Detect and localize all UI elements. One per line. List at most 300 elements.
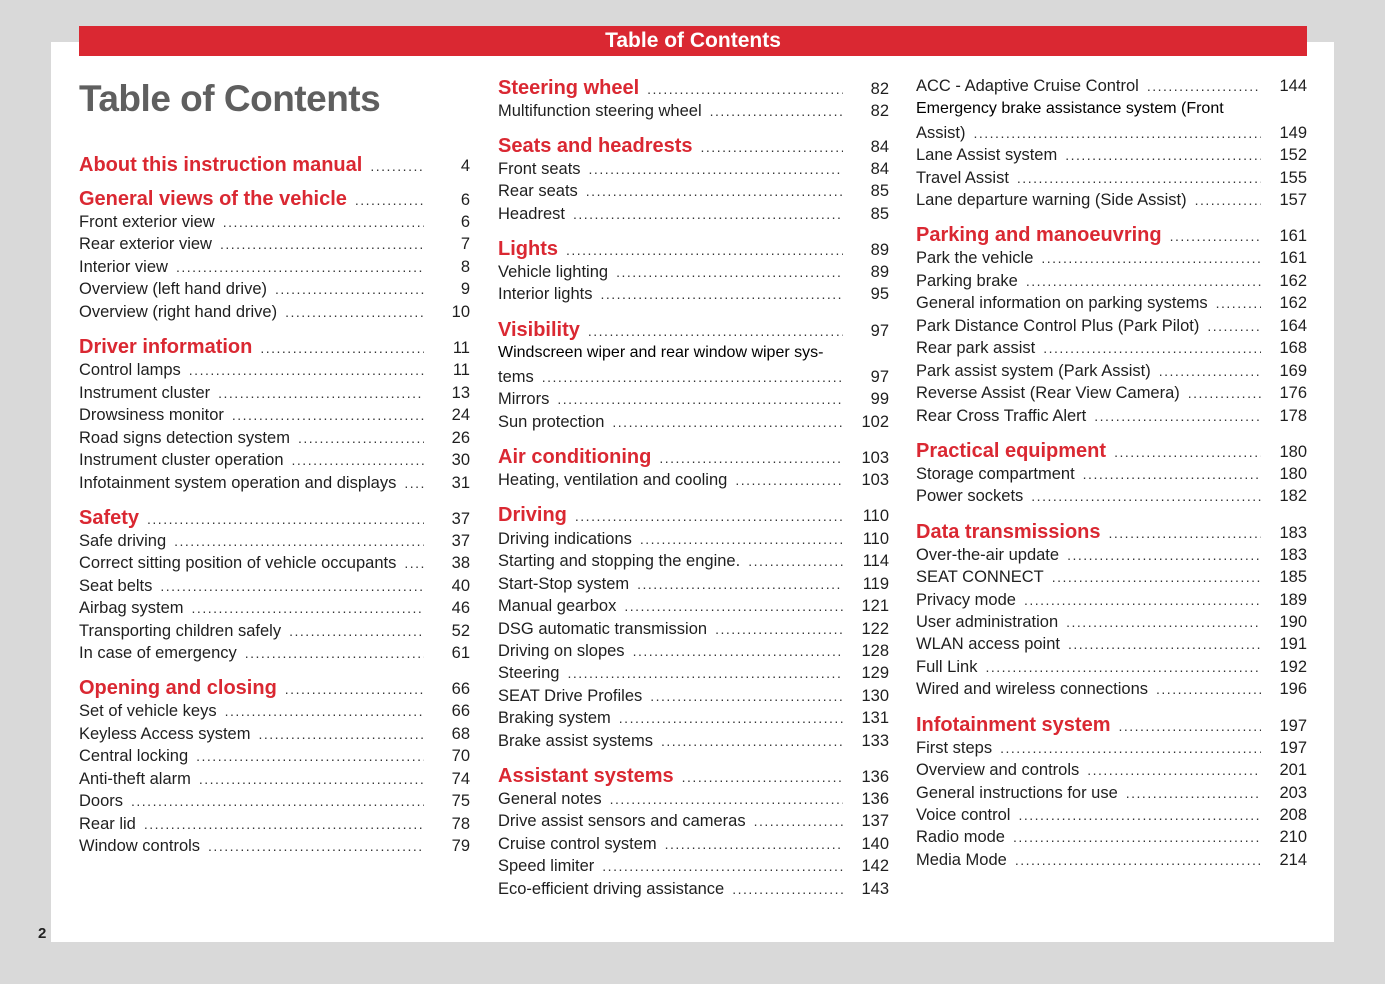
toc-entry[interactable] [79, 815, 470, 834]
toc-entry[interactable] [916, 739, 1307, 758]
toc-page-number: 191 [1279, 635, 1307, 653]
toc-entry-title: Headrest [498, 205, 565, 223]
toc-entry[interactable] [916, 272, 1307, 291]
dot-leader [1066, 614, 1261, 630]
toc-entry[interactable] [916, 635, 1307, 654]
dot-leader [650, 688, 843, 704]
toc-page-number: 84 [870, 138, 889, 156]
toc-page-number: 197 [1279, 739, 1307, 757]
toc-section[interactable] [79, 677, 470, 700]
toc-entry-title: In case of emergency [79, 644, 237, 662]
toc-page-number: 110 [862, 507, 889, 525]
toc-entry[interactable] [916, 362, 1307, 381]
toc-entry-title: Parking and manoeuvring [916, 224, 1162, 246]
toc-entry[interactable] [498, 687, 889, 706]
toc-page-number: 82 [870, 80, 889, 98]
toc-entry-title: Interior lights [498, 285, 593, 303]
toc-entry[interactable] [916, 384, 1307, 403]
dot-leader [404, 475, 424, 491]
toc-section[interactable] [916, 521, 1307, 544]
toc-entry-title: Sun protection [498, 413, 605, 431]
toc-page-number: 152 [1279, 146, 1307, 164]
toc-entry[interactable] [498, 709, 889, 728]
toc-page-number: 79 [451, 837, 470, 855]
toc-entry[interactable] [79, 451, 470, 470]
dot-leader [715, 621, 843, 637]
toc-page-number: 30 [451, 451, 470, 469]
dot-leader [131, 793, 424, 809]
dot-leader [589, 161, 843, 177]
dot-leader [661, 733, 843, 749]
toc-entry[interactable] [916, 339, 1307, 358]
toc-entry[interactable] [498, 263, 889, 282]
dot-leader [1126, 785, 1261, 801]
toc-page-number: 133 [861, 732, 889, 750]
toc-entry-title: Assist) [916, 124, 966, 142]
dot-leader [1026, 273, 1261, 289]
toc-page-number: 136 [861, 790, 889, 808]
toc-page-number: 155 [1279, 169, 1307, 187]
toc-entry-title: Braking system [498, 709, 611, 727]
toc-entry[interactable] [498, 732, 889, 751]
dot-leader [192, 600, 424, 616]
toc-entry[interactable] [916, 191, 1307, 210]
toc-entry-title: Anti-theft alarm [79, 770, 191, 788]
toc-entry[interactable] [498, 471, 889, 490]
toc-entry[interactable] [916, 487, 1307, 506]
toc-entry[interactable] [79, 406, 470, 425]
toc-entry[interactable] [79, 792, 470, 811]
toc-entry[interactable] [916, 680, 1307, 699]
toc-page-number: 99 [870, 390, 889, 408]
toc-entry-title: DSG automatic transmission [498, 620, 708, 638]
dot-leader [647, 81, 843, 97]
toc-page-number: 169 [1279, 362, 1307, 380]
toc-page-number: 190 [1279, 613, 1307, 631]
toc-page-number: 131 [861, 709, 889, 727]
toc-page-number: 144 [1279, 77, 1307, 95]
toc-entry-title: Overview (right hand drive) [79, 303, 278, 321]
toc-entry[interactable] [498, 812, 889, 831]
toc-entry-title: General notes [498, 790, 602, 808]
toc-entry[interactable] [79, 474, 470, 493]
toc-entry-title: First steps [916, 739, 993, 757]
toc-page-number: 78 [451, 815, 470, 833]
dot-leader [754, 813, 843, 829]
toc-page-number: 85 [870, 205, 889, 223]
toc-entry-title: Starting and stopping the engine. [498, 552, 741, 570]
toc-entry-title: ACC - Adaptive Cruise Control [916, 77, 1139, 95]
toc-page-number: 37 [451, 510, 470, 528]
toc-page-number: 66 [451, 702, 470, 720]
toc-page-number: 128 [861, 642, 889, 660]
toc-entry[interactable] [79, 554, 470, 573]
toc-page-number: 164 [1279, 317, 1307, 335]
toc-entry-title: General instructions for use [916, 784, 1118, 802]
toc-entry-title: Wired and wireless connections [916, 680, 1149, 698]
dot-leader [258, 726, 424, 742]
toc-page-number: 129 [861, 664, 889, 682]
toc-page-number: 208 [1279, 806, 1307, 824]
toc-page-number: 119 [862, 575, 889, 593]
toc-page-number: 89 [870, 263, 889, 281]
toc-page-number: 74 [451, 770, 470, 788]
toc-page-number: 8 [460, 258, 470, 276]
toc-section[interactable] [498, 446, 889, 469]
toc-section[interactable] [498, 77, 889, 100]
toc-page-number: 13 [451, 384, 470, 402]
toc-entry-title: Storage compartment [916, 465, 1075, 483]
dot-leader [1013, 829, 1261, 845]
toc-entry-title: About this instruction manual [79, 154, 363, 176]
toc-section[interactable] [79, 188, 470, 211]
toc-entry[interactable] [498, 597, 889, 616]
toc-entry-title: Data transmissions [916, 521, 1101, 543]
dot-leader [225, 703, 424, 719]
toc-page-number: 161 [1279, 227, 1307, 245]
toc-entry[interactable] [916, 761, 1307, 780]
toc-section[interactable] [498, 504, 889, 527]
dot-leader [1118, 718, 1261, 734]
dot-leader [1043, 340, 1261, 356]
toc-entry[interactable] [79, 384, 470, 403]
dot-leader [735, 472, 843, 488]
dot-leader [144, 816, 424, 832]
dot-leader [176, 259, 424, 275]
toc-entry[interactable] [79, 622, 470, 641]
toc-entry-title: Instrument cluster [79, 384, 211, 402]
toc-page-number: 196 [1279, 680, 1307, 698]
toc-page-number: 214 [1279, 851, 1307, 869]
toc-page-number: 6 [460, 191, 470, 209]
toc-section[interactable] [79, 154, 470, 177]
toc-entry[interactable] [916, 169, 1307, 188]
toc-entry[interactable] [498, 552, 889, 571]
toc-page-number: 103 [861, 449, 889, 467]
toc-entry-title: Park assist system (Park Assist) [916, 362, 1151, 380]
toc-entry[interactable] [79, 280, 470, 299]
toc-entry-title: Over-the-air update [916, 546, 1060, 564]
toc-entry[interactable] [498, 642, 889, 661]
toc-entry-title: Brake assist systems [498, 732, 653, 750]
toc-page-number: 122 [861, 620, 889, 638]
dot-leader [575, 508, 843, 524]
toc-entry-title: Opening and closing [79, 677, 277, 699]
toc-entry-title: SEAT CONNECT [916, 568, 1044, 586]
toc-entry-title: Mirrors [498, 390, 550, 408]
toc-entry-title: Lights [498, 238, 558, 260]
toc-entry[interactable] [79, 577, 470, 596]
dot-leader [355, 192, 424, 208]
toc-entry[interactable] [79, 429, 470, 448]
toc-page-number: 26 [451, 429, 470, 447]
toc-page-number: 114 [862, 552, 889, 570]
toc-section[interactable] [916, 224, 1307, 247]
dot-leader [665, 836, 843, 852]
toc-section[interactable] [79, 336, 470, 359]
dot-leader [573, 206, 843, 222]
dot-leader [208, 838, 424, 854]
toc-entry-title: Eco-efficient driving assistance [498, 880, 725, 898]
toc-entry[interactable] [79, 747, 470, 766]
toc-entry[interactable] [79, 599, 470, 618]
dot-leader [289, 623, 424, 639]
toc-entry[interactable] [916, 568, 1307, 587]
toc-page-number: 61 [451, 644, 470, 662]
toc-section[interactable] [916, 440, 1307, 463]
dot-leader [567, 665, 843, 681]
toc-entry[interactable] [916, 124, 1307, 143]
dot-leader [640, 531, 843, 547]
toc-page-number: 189 [1279, 591, 1307, 609]
toc-entry-title: Assistant systems [498, 765, 674, 787]
toc-page-number: 75 [451, 792, 470, 810]
dot-leader [602, 858, 843, 874]
dot-leader [701, 139, 843, 155]
toc-entry[interactable] [916, 806, 1307, 825]
dot-leader [1015, 852, 1261, 868]
toc-entry[interactable] [79, 258, 470, 277]
dot-leader [1000, 740, 1261, 756]
dot-leader [542, 369, 843, 385]
toc-entry-title: Manual gearbox [498, 597, 617, 615]
toc-entry[interactable] [79, 837, 470, 856]
toc-entry[interactable] [498, 413, 889, 432]
toc-entry-title: Safe driving [79, 532, 167, 550]
toc-page-number: 97 [870, 368, 889, 386]
toc-entry[interactable] [916, 249, 1307, 268]
toc-entry[interactable] [498, 664, 889, 683]
toc-entry[interactable] [79, 213, 470, 232]
toc-page-number: 162 [1279, 272, 1307, 290]
toc-entry[interactable] [498, 790, 889, 809]
toc-entry-title: Radio mode [916, 828, 1005, 846]
toc-entry[interactable] [916, 658, 1307, 677]
dot-leader [404, 555, 424, 571]
toc-page-number: 84 [870, 160, 889, 178]
dot-leader [292, 452, 424, 468]
toc-entry-title: Drowsiness monitor [79, 406, 224, 424]
dot-leader [985, 659, 1261, 675]
toc-page-number: 183 [1279, 546, 1307, 564]
toc-entry[interactable] [498, 620, 889, 639]
toc-entry[interactable] [916, 851, 1307, 870]
toc-entry[interactable] [916, 591, 1307, 610]
toc-entry-title: Safety [79, 507, 140, 529]
toc-page-number: 180 [1279, 443, 1307, 461]
toc-page-number: 178 [1279, 407, 1307, 425]
toc-entry-title: Seats and headrests [498, 135, 693, 157]
toc-entry[interactable] [498, 160, 889, 179]
toc-page-number: 201 [1279, 761, 1307, 779]
dot-leader [1147, 78, 1261, 94]
toc-entry-title: General information on parking systems [916, 294, 1208, 312]
toc-page-number: 110 [862, 530, 889, 548]
toc-entry-title: Park the vehicle [916, 249, 1034, 267]
toc-entry[interactable] [498, 205, 889, 224]
dot-leader [1018, 807, 1261, 823]
toc-section[interactable] [79, 507, 470, 530]
toc-page-number: 140 [861, 835, 889, 853]
dot-leader [196, 748, 424, 764]
toc-entry[interactable] [916, 828, 1307, 847]
toc-entry[interactable] [498, 390, 889, 409]
toc-entry-title: Cruise control system [498, 835, 657, 853]
toc-entry-title: Drive assist sensors and cameras [498, 812, 746, 830]
dot-leader [1083, 466, 1261, 482]
toc-entry-title: Central locking [79, 747, 189, 765]
dot-leader [710, 103, 843, 119]
toc-page-number: 37 [451, 532, 470, 550]
dot-leader [1195, 192, 1261, 208]
toc-page-number: 210 [1279, 828, 1307, 846]
toc-entry-title: Doors [79, 792, 124, 810]
toc-entry[interactable] [79, 644, 470, 663]
toc-page-number: 161 [1279, 249, 1307, 267]
dot-leader [160, 578, 424, 594]
toc-entry-title: Media Mode [916, 851, 1007, 869]
toc-entry[interactable] [498, 182, 889, 201]
dot-leader [189, 362, 424, 378]
toc-entry-title: Full Link [916, 658, 978, 676]
toc-entry-title: Windscreen wiper and rear window wiper sys- [498, 344, 824, 361]
toc-entry[interactable] [916, 613, 1307, 632]
dot-leader [1031, 488, 1261, 504]
dot-leader [1067, 547, 1261, 563]
toc-entry-title: Transporting children safely [79, 622, 282, 640]
toc-entry[interactable] [79, 702, 470, 721]
toc-entry[interactable] [916, 294, 1307, 313]
toc-entry-title: Infotainment system operation and displays [79, 474, 397, 492]
toc-entry-title: Lane departure warning (Side Assist) [916, 191, 1187, 209]
toc-entry[interactable] [916, 77, 1307, 96]
toc-section[interactable] [498, 238, 889, 261]
toc-entry-title: Parking brake [916, 272, 1018, 290]
dot-leader [659, 450, 843, 466]
toc-entry[interactable] [498, 530, 889, 549]
toc-section[interactable] [916, 714, 1307, 737]
dot-leader [612, 414, 843, 430]
toc-entry[interactable] [916, 317, 1307, 336]
toc-entry[interactable] [498, 344, 889, 362]
toc-entry-title: tems [498, 368, 534, 386]
toc-entry[interactable] [498, 285, 889, 304]
toc-page-number: 162 [1279, 294, 1307, 312]
toc-entry-title: Air conditioning [498, 446, 652, 468]
toc-page-number: 10 [451, 303, 470, 321]
dot-leader [220, 236, 424, 252]
toc-page-number: 203 [1279, 784, 1307, 802]
toc-entry-title: Seat belts [79, 577, 153, 595]
toc-entry-title: Rear seats [498, 182, 578, 200]
toc-entry[interactable] [916, 100, 1307, 118]
toc-page-number: 9 [460, 280, 470, 298]
toc-section[interactable] [498, 135, 889, 158]
toc-entry-title: Power sockets [916, 487, 1024, 505]
toc-entry-title: Driving [498, 504, 567, 526]
toc-entry-title: Rear park assist [916, 339, 1036, 357]
toc-entry-title: Window controls [79, 837, 201, 855]
toc-entry[interactable] [79, 235, 470, 254]
toc-page-number: 197 [1279, 717, 1307, 735]
dot-leader [1114, 444, 1261, 460]
dot-leader [1024, 592, 1261, 608]
toc-entry[interactable] [916, 146, 1307, 165]
toc-page-number: 102 [861, 413, 889, 431]
dot-leader [1188, 385, 1261, 401]
toc-page-number: 121 [861, 597, 889, 615]
toc-entry-title: User administration [916, 613, 1059, 631]
toc-page-number: 66 [451, 680, 470, 698]
toc-entry-title: Speed limiter [498, 857, 595, 875]
toc-entry[interactable] [916, 465, 1307, 484]
dot-leader [285, 304, 424, 320]
toc-entry-title: Multifunction steering wheel [498, 102, 702, 120]
dot-leader [619, 710, 843, 726]
toc-page-number: 142 [861, 857, 889, 875]
dot-leader [624, 598, 843, 614]
toc-entry-title: Driver information [79, 336, 253, 358]
toc-entry-title: Front exterior view [79, 213, 215, 231]
toc-page-number: 176 [1279, 384, 1307, 402]
dot-leader [275, 281, 424, 297]
page-title: Table of Contents [79, 78, 381, 119]
dot-leader [1017, 170, 1261, 186]
toc-entry[interactable] [79, 303, 470, 322]
toc-entry-title: Keyless Access system [79, 725, 251, 743]
toc-entry[interactable] [498, 575, 889, 594]
toc-entry-title: Voice control [916, 806, 1011, 824]
toc-entry[interactable] [79, 361, 470, 380]
toc-entry-title: Privacy mode [916, 591, 1016, 609]
toc-entry-title: WLAN access point [916, 635, 1060, 653]
toc-entry[interactable] [79, 770, 470, 789]
dot-leader [586, 183, 843, 199]
toc-entry[interactable] [916, 407, 1307, 426]
dot-leader [1094, 408, 1261, 424]
toc-page-number: 46 [451, 599, 470, 617]
toc-entry[interactable] [498, 368, 889, 387]
toc-entry-title: Rear lid [79, 815, 136, 833]
dot-leader [1159, 363, 1261, 379]
toc-entry[interactable] [498, 835, 889, 854]
toc-entry[interactable] [79, 532, 470, 551]
toc-entry-title: Front seats [498, 160, 581, 178]
dot-leader [223, 214, 424, 230]
toc-entry[interactable] [916, 546, 1307, 565]
toc-entry[interactable] [498, 857, 889, 876]
dot-leader [1052, 569, 1261, 585]
toc-entry[interactable] [916, 784, 1307, 803]
toc-page-number: 85 [870, 182, 889, 200]
toc-entry[interactable] [498, 880, 889, 899]
toc-page-number: 149 [1279, 124, 1307, 142]
dot-leader [566, 242, 843, 258]
toc-entry[interactable] [79, 725, 470, 744]
dot-leader [637, 576, 843, 592]
toc-section[interactable] [498, 319, 889, 342]
dot-leader [633, 643, 843, 659]
dot-leader [1068, 636, 1261, 652]
toc-section[interactable] [498, 765, 889, 788]
dot-leader [682, 769, 843, 785]
toc-page-number: 40 [451, 577, 470, 595]
toc-entry[interactable] [498, 102, 889, 121]
toc-entry-title: Rear exterior view [79, 235, 212, 253]
toc-entry-title: Rear Cross Traffic Alert [916, 407, 1087, 425]
toc-entry-title: Emergency brake assistance system (Front [916, 100, 1224, 117]
toc-page-number: 130 [861, 687, 889, 705]
